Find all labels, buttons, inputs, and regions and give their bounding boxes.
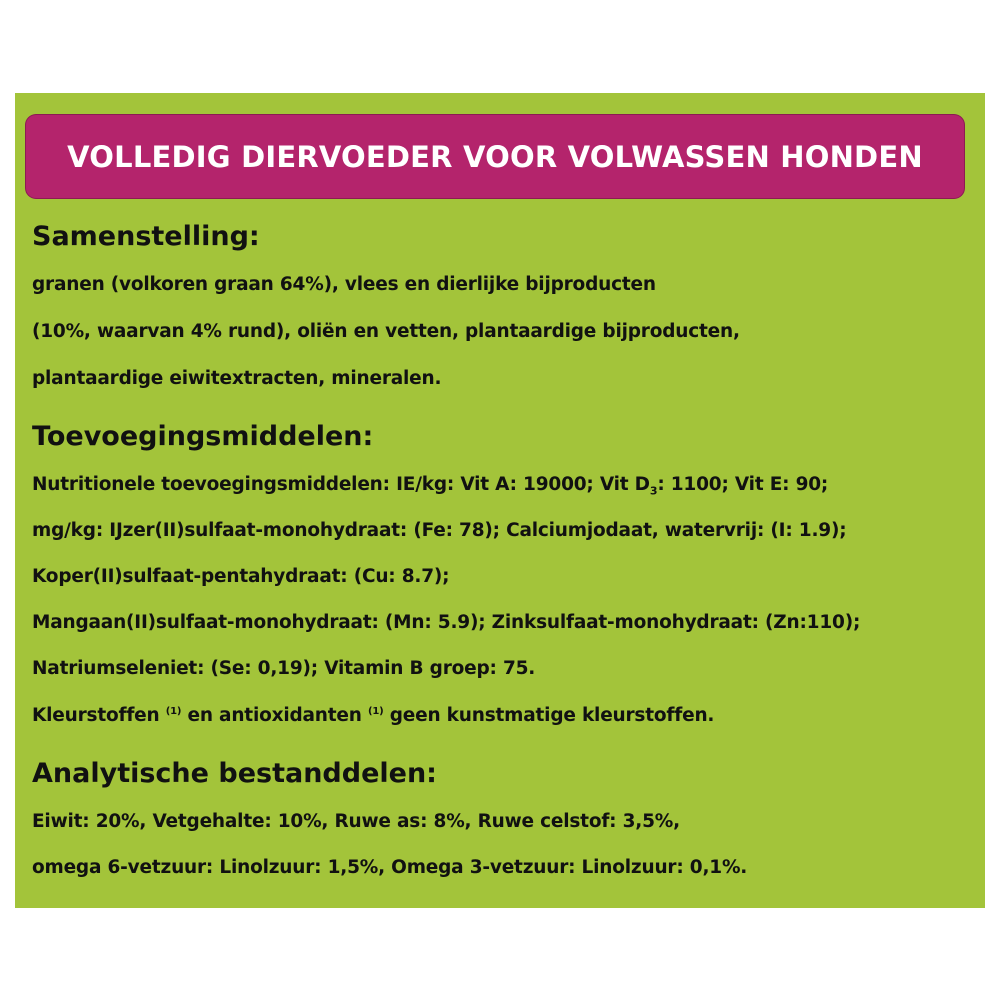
additives-line: Mangaan(II)sulfaat-monohydraat: (Mn: 5.9); Zinksulfaat-monohydraat: (Zn:110); — [32, 612, 861, 633]
banner-title: VOLLEDIG DIERVOEDER VOOR VOLWASSEN HONDEN — [67, 139, 923, 174]
additives-line: Nutritionele toevoegingsmiddelen: IE/kg: Vit A: 19000; Vit $D_3$: 1100; Vit E: 90; — [32, 474, 829, 498]
composition-line: plantaardige eiwitextracten, mineralen. — [32, 368, 442, 389]
additives-heading: Toevoegingsmiddelen: — [32, 421, 374, 452]
analytical-heading: Analytische bestanddelen: — [32, 758, 437, 789]
footnote-marker: (1) — [165, 705, 182, 717]
additives-line: Natriumseleniet: (Se: 0,19); Vitamin B groep: 75. — [32, 658, 536, 679]
composition-line: granen (volkoren graan 64%), vlees en dierlijke bijproducten — [32, 274, 656, 295]
composition-heading: Samenstelling: — [32, 221, 260, 252]
additives-line: Kleurstoffen $^{(1)}$ en antioxidanten $^{(1)}$ geen kunstmatige kleurstoffen. — [32, 705, 715, 726]
label-panel — [15, 93, 985, 908]
composition-line: (10%, waarvan 4% rund), oliën en vetten, plantaardige bijproducten, — [32, 321, 740, 342]
product-type-banner — [26, 115, 964, 198]
additives-line: Koper(II)sulfaat-pentahydraat: (Cu: 8.7); — [32, 566, 450, 587]
analytical-line: omega 6-vetzuur: Linolzuur: 1,5%, Omega 3-vetzuur: Linolzuur: 0,1%. — [32, 857, 748, 878]
footnote-marker: (1) — [367, 705, 384, 717]
analytical-line: Eiwit: 20%, Vetgehalte: 10%, Ruwe as: 8%, Ruwe celstof: 3,5%, — [32, 811, 680, 832]
additives-line: mg/kg: IJzer(II)sulfaat-monohydraat: (Fe: 78); Calciumjodaat, watervrij: (I: 1.9); — [32, 520, 847, 541]
